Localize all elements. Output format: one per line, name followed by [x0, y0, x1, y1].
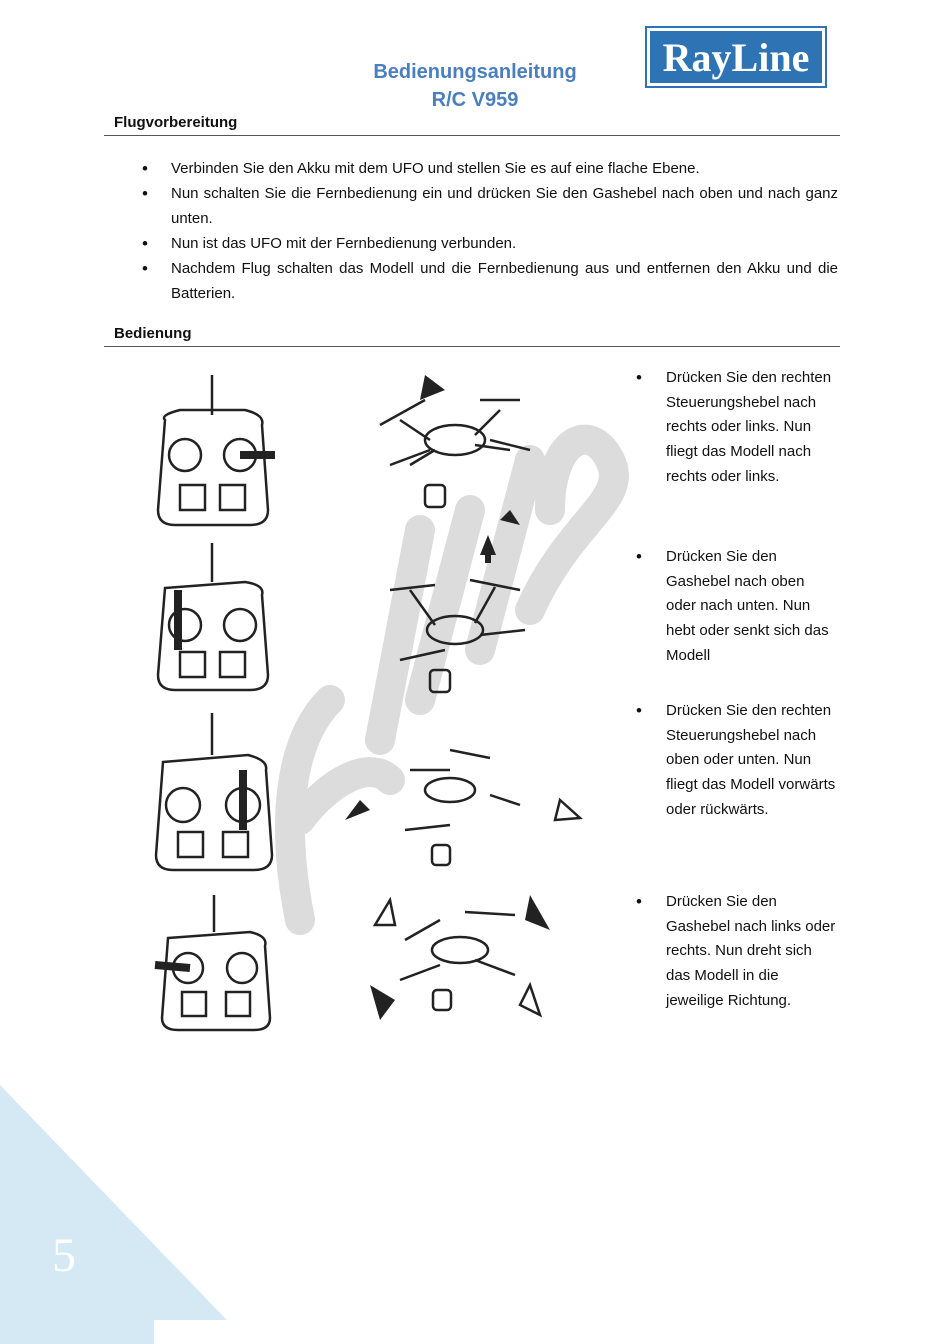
section-heading-bedienung: Bedienung [104, 325, 840, 347]
list-item: • Nun schalten Sie die Fernbedienung ein und drücken Sie den Gashebel nach oben und nach ganz unten. [140, 181, 838, 231]
remote-control-icon [150, 370, 280, 530]
list-item: • Drücken Sie den Gashebel nach links oder rechts. Nun dreht sich das Modell in die jeweilige Richtung. [636, 890, 836, 1014]
list-item: • Verbinden Sie den Akku mit dem UFO und stellen Sie es auf eine flache Ebene. [140, 156, 838, 181]
remote-control-icon [150, 540, 280, 695]
list-item: • Nachdem Flug schalten das Modell und die Fernbedienung aus und entfernen den Akku und die Batterien. [140, 256, 838, 306]
quadcopter-icon [340, 740, 590, 875]
list-item: • Drücken Sie den rechten Steuerungshebel nach oben oder unten. Nun fliegt das Modell vorwärts oder rückwärts. [636, 699, 836, 823]
section-heading-flugvorbereitung: Flugvorbereitung [104, 114, 840, 136]
remote-control-icon [150, 890, 285, 1035]
page-number: 5 [52, 1229, 76, 1282]
quadcopter-icon [365, 890, 555, 1030]
list-item: • Drücken Sie den rechten Steuerungshebel nach rechts oder links. Nun fliegt das Modell nach rechts oder links. [636, 366, 836, 490]
quadcopter-icon [370, 370, 540, 530]
remote-control-icon [148, 710, 283, 875]
corner-decoration [0, 1085, 250, 1344]
logo-text: RayLine [662, 35, 810, 80]
list-item: • Drücken Sie den Gashebel nach oben oder nach unten. Nun hebt oder senkt sich das Modell [636, 545, 836, 669]
preparation-list [140, 156, 838, 306]
list-item: • Nun ist das UFO mit der Fernbedienung verbunden. [140, 231, 838, 256]
rayline-logo [645, 26, 827, 88]
title-line-2: R/C V959 [431, 89, 519, 111]
footer-blank [154, 1320, 344, 1344]
quadcopter-icon [380, 535, 530, 695]
document-title [330, 58, 620, 114]
title-line-1: Bedienungsanleitung [373, 61, 577, 83]
